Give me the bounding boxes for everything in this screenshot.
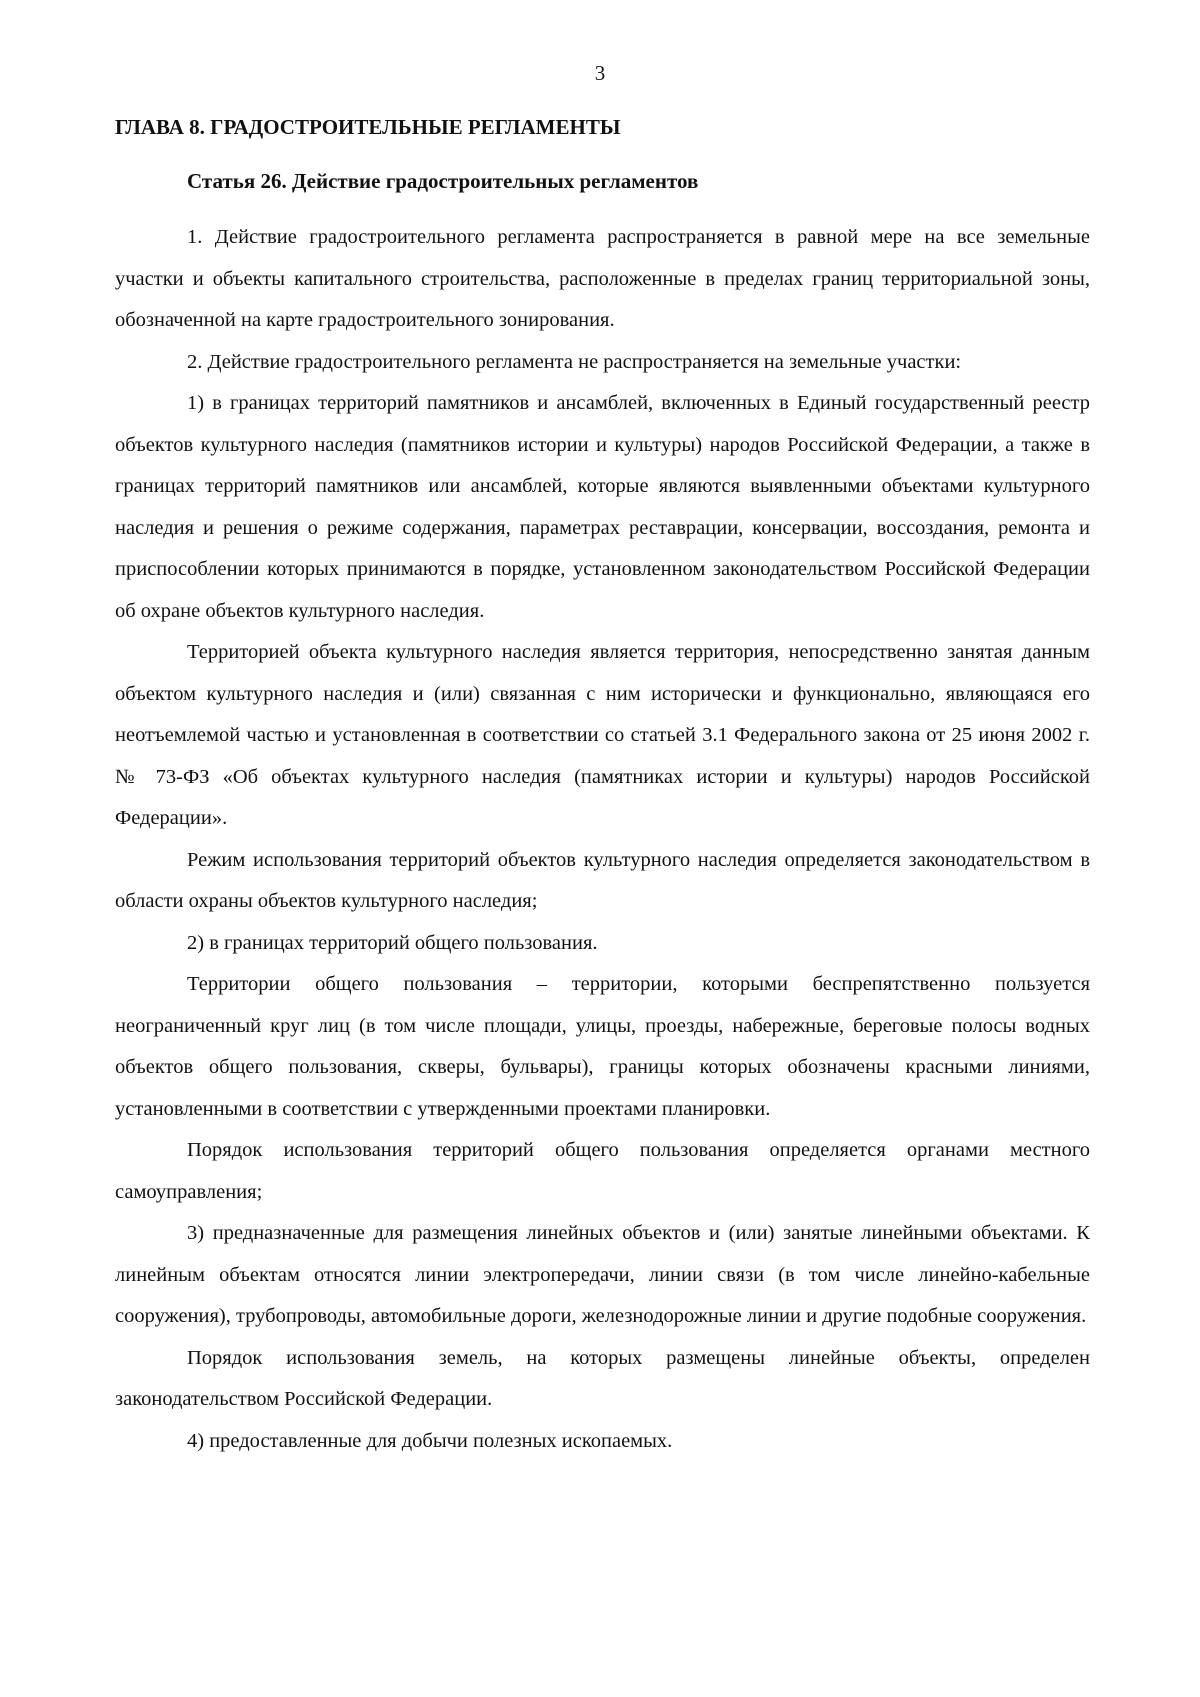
paragraph-5: Режим использования территорий объектов культурного наследия определяется законодательством в области охраны объектов культурного наследия; — [115, 848, 1090, 912]
paragraph-2: 2. Действие градостроительного регламента не распространяется на земельные участки: — [187, 350, 962, 373]
paragraph-3: 1) в границах территорий памятников и ансамблей, включенных в Единый государственный реестр объектов культурного наследия (памятников истории и культуры) народов Российской Федерации, а также в границах территорий памятников или ансамблей, которые являются выявленными объектами культурного наследия и решения о режиме содержания, параметрах реставрации, консервации, воссоздания, ремонта и приспособлении которых принимаются в порядке, установленном законодательством Российской Федерации об охране объектов культурного наследия. — [115, 392, 1090, 622]
paragraph-7: Территории общего пользования – территории, которыми беспрепятственно пользуется неограниченный круг лиц (в том числе площади, улицы, проезды, набережные, береговые полосы водных объектов общего пользования, скверы, бульвары), границы которых обозначены красными линиями, установленными в соответствии с утвержденными проектами планировки. — [115, 973, 1090, 1120]
chapter-title: ГЛАВА 8. ГРАДОСТРОИТЕЛЬНЫЕ РЕГЛАМЕНТЫ — [115, 115, 621, 139]
article-title: Статья 26. Действие градостроительных регламентов — [187, 169, 699, 193]
document-body — [115, 112, 1090, 1462]
paragraph-8: Порядок использования территорий общего пользования определяется органами местного самоуправления; — [115, 1139, 1090, 1203]
paragraph-6: 2) в границах территорий общего пользования. — [187, 931, 598, 954]
paragraph-9: 3) предназначенные для размещения линейных объектов и (или) занятые линейными объектами. К линейным объектам относятся линии электропередачи, линии связи (в том числе линейно-кабельные сооружения), трубопроводы, автомобильные дороги, железнодорожные линии и другие подобные сооружения. — [115, 1222, 1090, 1327]
paragraph-1: 1. Действие градостроительного регламента распространяется в равной мере на все земельные участки и объекты капитального строительства, расположенные в пределах границ территориальной зоны, обозначенной на карте градостроительного зонирования. — [115, 226, 1090, 331]
page-number: 3 — [594, 61, 606, 85]
paragraph-10: Порядок использования земель, на которых размещены линейные объекты, определен законодательством Российской Федерации. — [115, 1346, 1090, 1410]
article-text — [115, 217, 1090, 1462]
paragraph-11: 4) предоставленные для добычи полезных ископаемых. — [187, 1429, 673, 1452]
paragraph-4: Территорией объекта культурного наследия является территория, непосредственно занятая данным объектом культурного наследия и (или) связанная с ним исторически и функционально, являющаяся его неотъемлемой частью и установленная в соответствии со статьей 3.1 Федерального закона от 25 июня 2002 г. № 73-ФЗ «Об объектах культурного наследия (памятниках истории и культуры) народов Российской Федерации». — [115, 641, 1090, 829]
